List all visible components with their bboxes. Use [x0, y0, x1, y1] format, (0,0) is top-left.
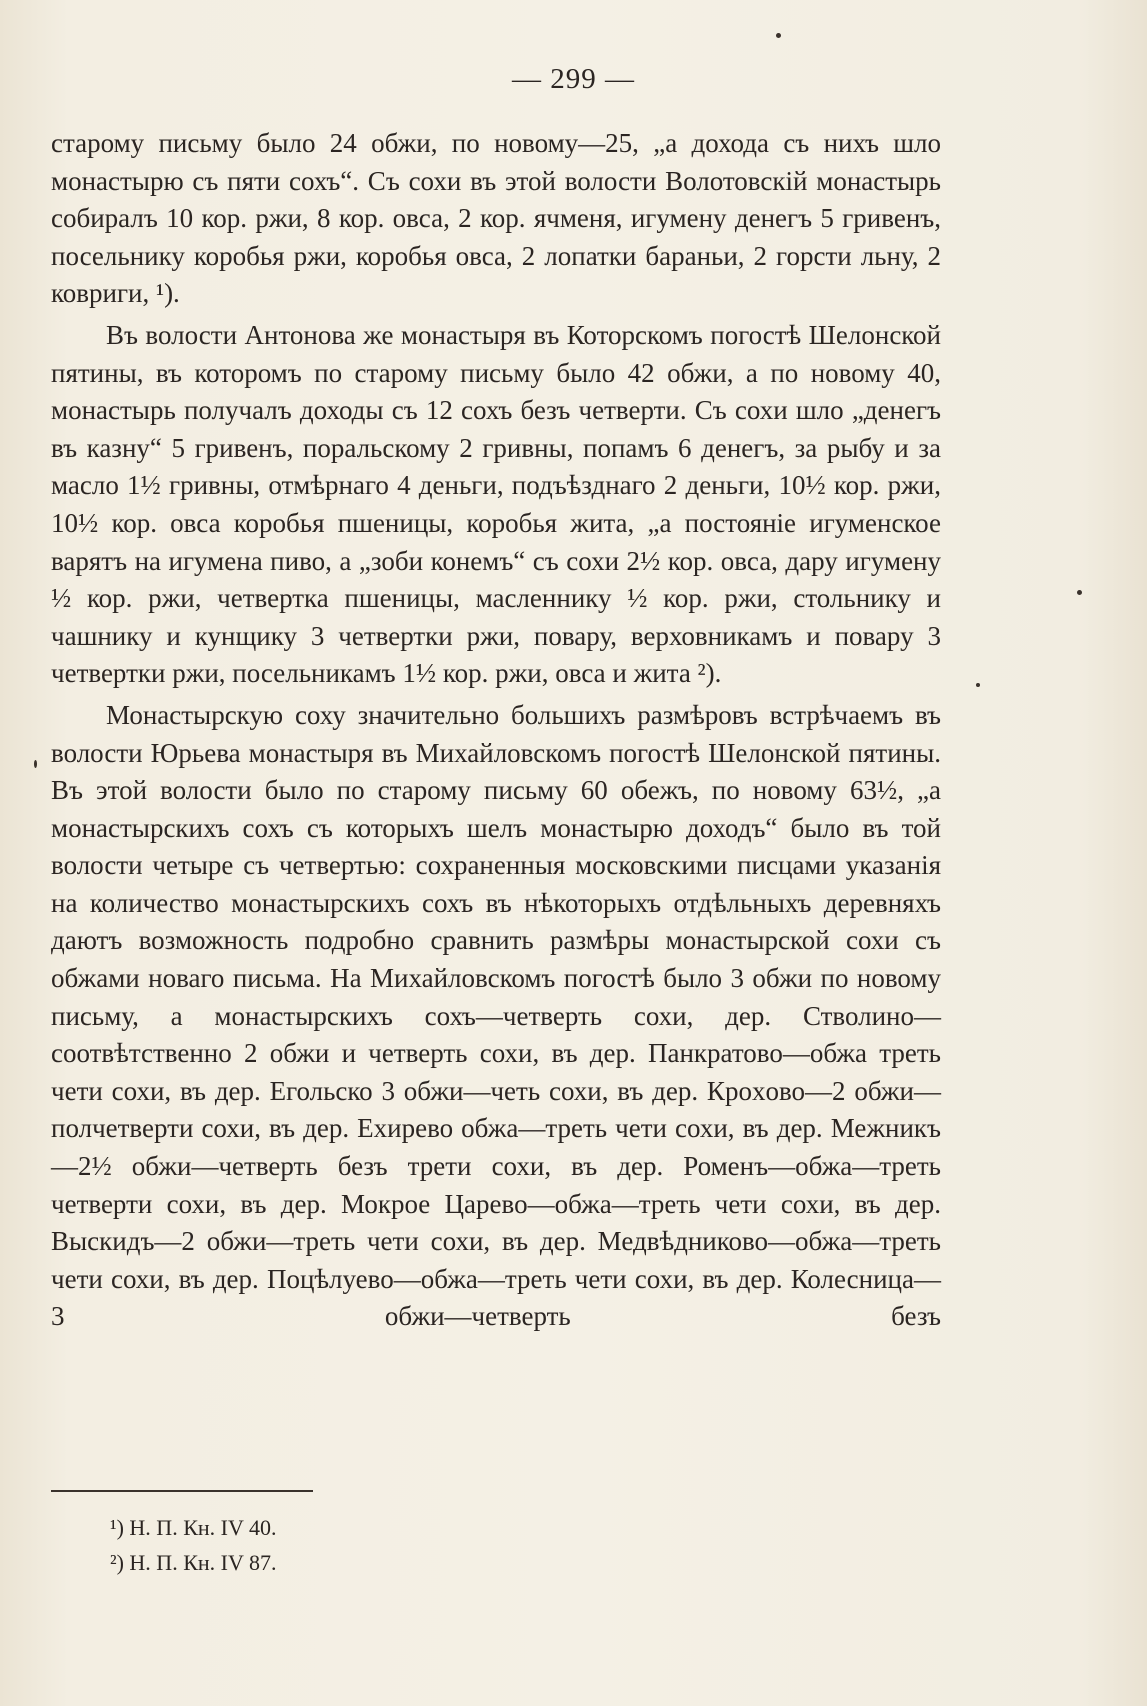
ink-speck [1077, 590, 1082, 595]
paragraph: Монастырскую соху значительно большихъ размѣровъ встрѣчаемъ въ волости Юрьева монастыря въ Михайловскомъ погостѣ Шелонской пятины. Въ этой волости было по старому письму 60 обежъ, по новому 63½, „а монастырскихъ сохъ съ которыхъ шелъ монастырю доходъ“ было въ той волости четыре съ четвертью: сохраненныя московскими писцами указанія на количество монастырскихъ сохъ въ нѣкоторыхъ отдѣльныхъ деревняхъ даютъ возможность подробно сравнить размѣры монастырской сохи съ обжами новаго письма. На Михайловскомъ погостѣ было 3 обжи по новому письму, а монастырскихъ сохъ—четверть сохи, дер. Стволино—соотвѣтственно 2 обжи и четверть сохи, въ дер. Панкратово—обжа треть чети сохи, въ дер. Егольско 3 обжи—четь сохи, въ дер. Кроxово—2 обжи—полчетверти сохи, въ дер. Ехирево обжа—треть чети сохи, въ дер. Межникъ—2½ обжи—четверть безъ трети сохи, въ дер. Роменъ—обжа—треть четверти сохи, въ дер. Мокрое Царево—обжа—треть чети сохи, въ дер. Выскидъ—2 обжи—треть чети сохи, въ дер. Медвѣдниково—обжа—треть чети сохи, въ дер. Поцѣлуево—обжа—треть чети сохи, въ дер. Колесница—3 обжи—четверть безъ [51, 699, 941, 1332]
page-number: — 299 — [512, 63, 635, 95]
ink-speck [34, 760, 37, 768]
ink-speck [776, 33, 781, 38]
footnotes [110, 1510, 276, 1580]
footnote-separator [51, 1490, 313, 1492]
footnote: ¹) Н. П. Кн. IV 40. [110, 1515, 277, 1540]
paragraph: старому письму было 24 обжи, по новому—25, „а дохода съ нихъ шло монастырю съ пяти сохъ“. Съ сохи въ этой волости Волотовскій монастырь собиралъ 10 кор. ржи, 8 кор. овса, 2 кор. ячменя, игумену денегъ 5 гривенъ, посельнику коробья ржи, коробья овса, 2 лопатки бараньи, 2 горсти льну, 2 ковриги, ¹). [51, 128, 941, 309]
paragraph: Въ волости Антонова же монастыря въ Которскомъ погостѣ Шелонской пятины, въ которомъ по старому письму было 42 обжи, а по новому 40, монастырь получалъ доходы съ 12 сохъ безъ четверти. Съ сохи шло „денегъ въ казну“ 5 гривенъ, поральскому 2 гривны, попамъ 6 денегъ, за рыбу и за масло 1½ гривны, отмѣрнаго 4 деньги, подъѣзднаго 2 деньги, 10½ кор. ржи, 10½ кор. овса коробья пшеницы, коробья жита, „а постояніе игуменское варятъ на игумена пиво, а „зоби конемъ“ съ сохи 2½ кор. овса, дару игумену ½ кор. ржи, четвертка пшеницы, масленнику ½ кор. ржи, стольнику и чашнику и кунщику 3 четвертки ржи, повару, верховникамъ и повару 3 четвертки ржи, посельникамъ 1½ кор. ржи, овса и жита ²). [51, 319, 941, 689]
footnote: ²) Н. П. Кн. IV 87. [110, 1550, 277, 1575]
ink-speck [976, 683, 980, 687]
body-text [51, 125, 941, 1340]
